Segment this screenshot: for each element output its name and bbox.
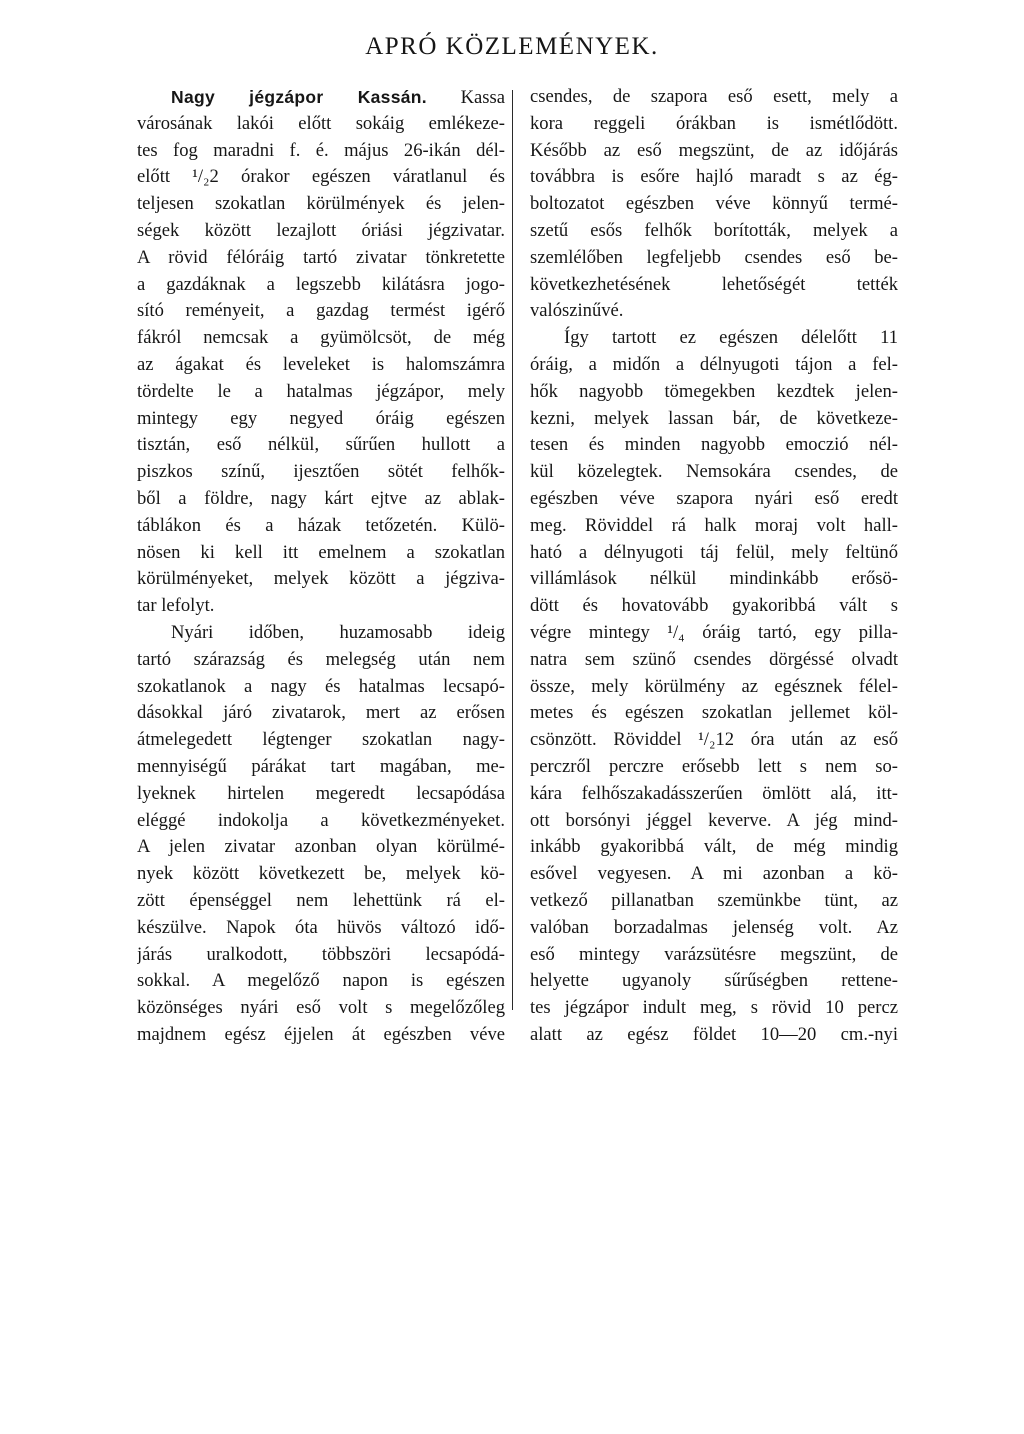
right-line: helyette ugyanoly sűrűségben rettene- bbox=[530, 970, 898, 992]
left-line: A jelen zivatar azonban olyan körülmé- bbox=[137, 836, 505, 858]
left-column bbox=[137, 84, 505, 1049]
right-line: továbbra is esőre hajló maradt s az ég- bbox=[530, 166, 898, 188]
right-column bbox=[530, 84, 898, 1049]
left-line: majdnem egész éjjelen át egészben véve bbox=[137, 1023, 505, 1045]
right-line: natra sem szünő csendes dörgéssé olvadt bbox=[530, 648, 898, 670]
left-line: készülve. Napok óta hüvös változó idő- bbox=[137, 916, 505, 938]
left-line: eléggé indokolja a következményeket. bbox=[137, 809, 505, 831]
left-line: A rövid félóráig tartó zivatar tönkretette bbox=[137, 246, 505, 268]
left-line: Nyári időben, huzamosabb ideig bbox=[171, 621, 505, 643]
right-line: kora reggeli órákban is ismétlődött. bbox=[530, 112, 898, 134]
right-line: vetkező pillanatban szemünkbe tünt, az bbox=[530, 889, 898, 911]
right-line: villámlások nélkül mindinkább erősö- bbox=[530, 568, 898, 590]
right-column-text bbox=[530, 84, 898, 1049]
right-line: dött és hovatovább gyakoribbá vált s bbox=[530, 595, 898, 617]
right-line: valószinűvé. bbox=[530, 300, 624, 322]
left-line: nösen ki kell itt emelnem a szokatlan bbox=[137, 541, 505, 563]
left-line: dásokkal járó zivatarok, mert az erősen bbox=[137, 702, 505, 724]
right-line: következhetésének lehetőségét tették bbox=[530, 273, 898, 295]
right-line: Később az eső megszünt, de az időjárás bbox=[530, 139, 898, 161]
left-line: előtt ¹/₂2 órakor egészen váratlanul és bbox=[137, 166, 505, 188]
right-line: kára felhőszakadásszerűen ömlött alá, itt- bbox=[530, 782, 898, 804]
left-line: tes fog maradni f. é. május 26-ikán dél- bbox=[137, 139, 505, 161]
right-line: tesen és minden nagyobb emoczió nél- bbox=[530, 434, 898, 456]
right-line: össze, mely körülmény az egésznek félel- bbox=[530, 675, 898, 697]
left-line: tisztán, eső nélkül, sűrűen hullott a bbox=[137, 434, 505, 456]
right-line: boltozatot egészben véve könnyű termé- bbox=[530, 193, 898, 215]
left-line: az ágakat és leveleket is halomszámra bbox=[137, 353, 505, 375]
left-line: tar lefolyt. bbox=[137, 595, 215, 617]
left-line: táblákon és a házak tetőzetén. Külö- bbox=[137, 514, 505, 536]
right-line: tes jégzápor indult meg, s rövid 10 percz bbox=[530, 997, 898, 1019]
right-line: ott borsónyi jéggel keverve. A jég mind- bbox=[530, 809, 898, 831]
left-line: ből a földre, nagy kárt ejtve az ablak- bbox=[137, 487, 505, 509]
left-line: közönséges nyári eső volt s megelőzőleg bbox=[137, 997, 505, 1019]
right-line: ható a délnyugoti táj felül, mely feltünő bbox=[530, 541, 898, 563]
right-line: kül közelegtek. Nemsokára csendes, de bbox=[530, 461, 898, 483]
right-line: kezni, melyek lassan bár, de következe- bbox=[530, 407, 898, 429]
left-line bbox=[137, 84, 505, 111]
left-line: tördelte le a hatalmas jégzápor, mely bbox=[137, 380, 505, 402]
right-line: csönzött. Röviddel ¹/₂12 óra után az eső bbox=[530, 729, 898, 751]
column-divider bbox=[512, 90, 513, 1010]
left-line: ségek között lezajlott óriási jégzivatar. bbox=[137, 219, 505, 241]
left-line: piszkos színű, ijesztően sötét felhők- bbox=[137, 461, 505, 483]
left-line: nyek között következett be, melyek kö- bbox=[137, 863, 505, 885]
right-line: valóban borzadalmas jelenség volt. Az bbox=[530, 916, 898, 938]
left-column-text bbox=[137, 84, 505, 1049]
left-line: körülményeket, melyek között a jégziva- bbox=[137, 568, 505, 590]
left-line: zött épenséggel nem lehettünk rá el- bbox=[137, 889, 505, 911]
right-line: végre mintegy ¹/₄ óráig tartó, egy pilla- bbox=[530, 621, 898, 643]
left-line: fákról nemcsak a gyümölcsöt, de még bbox=[137, 327, 505, 349]
right-line: meg. Röviddel rá halk moraj volt hall- bbox=[530, 514, 898, 536]
right-line: szemlélőben legfeljebb csendes eső be- bbox=[530, 246, 898, 268]
left-line: tartó szárazság és melegség után nem bbox=[137, 648, 505, 670]
left-line: szokatlanok a nagy és hatalmas lecsapó- bbox=[137, 675, 505, 697]
left-line: lyeknek hirtelen megeredt lecsapódása bbox=[137, 782, 505, 804]
right-line: esővel vegyesen. A mi azonban a kö- bbox=[530, 863, 898, 885]
headword-continuation: Kassa bbox=[426, 87, 505, 108]
left-line: mennyiségű párákat tart magában, me- bbox=[137, 755, 505, 777]
left-line: sokkal. A megelőző napon is egészen bbox=[137, 970, 505, 992]
left-line: járás uralkodott, többszöri lecsapódá- bbox=[137, 943, 505, 965]
left-line: sító reményeit, a gazdag termést igérő bbox=[137, 300, 505, 322]
left-line: teljesen szokatlan körülmények és jelen- bbox=[137, 193, 505, 215]
right-line: eső mintegy varázsütésre megszünt, de bbox=[530, 943, 898, 965]
right-line: Így tartott ez egészen délelőtt 11 bbox=[564, 327, 898, 349]
right-line: óráig, a midőn a délnyugoti tájon a fel- bbox=[530, 353, 898, 375]
left-line: átmelegedett légtenger szokatlan nagy- bbox=[137, 729, 505, 751]
right-line: inkább gyakoribbá vált, de még mindig bbox=[530, 836, 898, 858]
right-line: perczről perczre erősebb lett s nem so- bbox=[530, 755, 898, 777]
left-line: városának lakói előtt sokáig emlékeze- bbox=[137, 112, 505, 134]
article-headword: Nagy jégzápor Kassán. bbox=[171, 87, 427, 107]
right-line: hők nagyobb tömegekben kezdtek jelen- bbox=[530, 380, 898, 402]
right-line: alatt az egész földet 10—20 cm.-nyi bbox=[530, 1023, 898, 1045]
left-line: a gazdáknak a legszebb kilátásra jogo- bbox=[137, 273, 505, 295]
right-line: metes és egészen szokatlan jellemet köl- bbox=[530, 702, 898, 724]
page-title: APRÓ KÖZLEMÉNYEK. bbox=[365, 33, 659, 60]
right-line: szetű esős felhők borították, melyek a bbox=[530, 219, 898, 241]
left-line: mintegy egy negyed óráig egészen bbox=[137, 407, 505, 429]
right-line: egészben véve szapora nyári eső eredt bbox=[530, 487, 898, 509]
right-line: csendes, de szapora eső esett, mely a bbox=[530, 86, 898, 107]
